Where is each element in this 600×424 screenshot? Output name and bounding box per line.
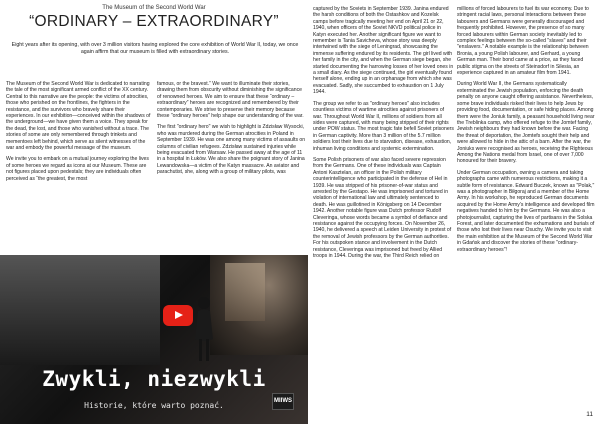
paragraph: The Museum of the Second World War is dedicated to narrating the tale of the most significant armed conflict of the XX century. Central to this narrative are the people: the victims of atrocities, those who perished on the frontlines, the fighters in the resistance, and the survivors who bravely share their experiences. In our exhibition—conceived within the shadows of the underground—we have given them a voice. They speak for the dead, the lost, and those who vanished without a trace. The stories of some are only remembered through trinkets and mementoes left behind, which serve as silent witnesses of the war and embody the powerful message of the museum. bbox=[6, 81, 151, 152]
paragraph: captured by the Soviets in September 1939. Janina endured the harsh conditions of both the Ostashkov and Kozelsk camps before tragically meeting her end on April 21 or 22, 1940, when officers of the Soviet NKVD political police in Katyn executed her. Another significant figure we want to remember is Tania Savicheva, whose story was deeply intertwined with the siege of Leningrad, showcasing the immense suffering endured by its residents. The girl lived with her family in the city, and when the German siege began, she started documenting the harrowing losses of her loved ones in a small diary. As the siege continued, the girl eventually found herself alone, ending up in an orphanage from which she was evacuated. Sadly, she succumbed to exhaustion on 1 July 1944. bbox=[313, 6, 454, 96]
column-4 bbox=[457, 6, 596, 258]
thumbnail-window bbox=[225, 263, 265, 321]
paragraph: Under German occupation, owning a camera and taking photographs came with numerous restrictions, making it a subtle form of resistance. Edward Buczek, known as "Polak," was a photographer in Biłgoraj and a member of the Home Army. In his workshop, he reproduced German documents acquired by the Home Army's intelligence and developed film negatives handed to him by the Germans. He was also a photojournalist, capturing the lives of partisans in the Solska Forest, and later documented the exhumations and burials of those who lost their lives near Osuchy. We invite you to visit the main exhibition at the Museum of the Second World War in Gdańsk and discover the stories of these "ordinary-extraordinary heroes"! bbox=[457, 169, 595, 253]
girl-silhouette-icon bbox=[190, 295, 218, 365]
section-kicker: The Museum of the Second World War bbox=[102, 5, 206, 11]
column-3 bbox=[313, 6, 454, 264]
page-number: 11 bbox=[586, 411, 593, 418]
article-title: “ORDINARY – EXTRAORDINARY” bbox=[29, 13, 279, 30]
column-1 bbox=[6, 81, 152, 187]
video-thumbnail[interactable] bbox=[0, 255, 308, 424]
play-button[interactable] bbox=[163, 305, 193, 326]
article-intro: Eight years after its opening, with over 3 million visitors having explored the core exhibition of World War II, today, we once again affirm that our museum is filled with extraordinary stories. bbox=[11, 42, 299, 55]
video-subtitle: Historie, które warto poznać. bbox=[84, 401, 224, 410]
paragraph: The first "ordinary hero" we wish to highlight is Zdzisław Wysocki, who was murdered during the German atrocities in Poland in September 1939. He was one among many victims of assaults on columns of civilian refugees. Zdzisław sustained injuries while being evacuated from Warsaw. He passed away at the age of 11 in a hospital in Łuków. We also share the poignant story of Janina Lewandowska—a victim of the Katyn massacre. An aviator and parachutist, she, along with a group of military pilots, was bbox=[157, 124, 306, 176]
paragraph: famous, or the bravest.” We want to illuminate their stories, drawing them from obscurity without diminishing the significance of renowned heroes. We aim to ensure that these “ordinary – extraordinary” heroes are recognized and remembered by their contemporaries. We strive to preserve their memory because these "ordinary heroes" help shape our understanding of the war. bbox=[157, 81, 304, 120]
paragraph: The group we refer to as "ordinary heroes" also includes countless victims of wartime atrocities against prisoners of war. Throughout World War II, millions of soldiers from all sides were captured, with many being stripped of their rights under POW status. The most tragic fate befell Soviet prisoners in German captivity. More than 3 million of the 5.7 million soldiers lost their lives due to starvation, disease, exhaustion, inhuman living conditions and systemic extermination. bbox=[313, 100, 454, 152]
thumbnail-background bbox=[0, 255, 160, 365]
column-2 bbox=[157, 81, 307, 181]
video-title: Zwykli, niezwykli bbox=[42, 367, 266, 391]
museum-logo: MIIWS bbox=[272, 393, 294, 410]
paragraph: During World War II, the Germans systematically exterminated the Jewish population, enforcing the death penalty on anyone caught offering assistance. Nevertheless, some brave individuals risked their lives to help Jews by providing food, documentation, or safe hiding places. Among them were the Joniuk family, a peasant household living near the Treblinka camp, who offered refuge to the Jomtef family, Jewish neighbours they had known before the war. Facing the threat of deportation, the Jomtefs sought their help and were allowed to hide in the attic of a barn. After the war, the Joniuks were recognised as heroes, receiving the Righteous Among the Nations medal from Israel, one of over 7,000 honoured for their bravery. bbox=[457, 81, 595, 165]
paragraph: Some Polish prisoners of war also faced severe repression from the Germans. One of these individuals was Captain Antoni Kasztelan, an officer in the Polish military counterintelligence who participated in the defense of Hel in 1939. He was stripped of his prisoner-of-war status and arrested by the Gestapo. He was imprisoned and tortured in violation of international law and ultimately sentenced to death. He was guillotined in Königsberg on 14 December 1942. Another notable figure was Dutch professor Rudolf Cleveringa, whose words became a symbol of defiance and resistance against the occupying forces. On November 26, 1940, he delivered a speech at Leiden University in protest of the removal of Jewish professors by the German authorities. For his outspoken stance and involvement in the Dutch resistance, Cleveringa was imprisoned but freed by Allied troops in 1944. During the war, the Third Reich relied on bbox=[313, 156, 452, 260]
paragraph: We invite you to embark on a mutual journey exploring the lives of some heroes we regard as icons at our Museum. These are not figures placed upon pedestals; they are individuals often perceived as “the greatest, the most bbox=[6, 156, 149, 182]
paragraph: millions of forced labourers to fuel its war economy. Due to stringent racial laws, personal interactions between these labourers and Germans were generally discouraged and frequently prohibited. However, the presence of so many forced labourers within German society inevitably led to complex feelings between the so-called "slaves" and their "enslavers." A notable example is the relationship between Bronia, a young Polish labourer, and Gerhard, a young German man. Their bond came at a price, as they faced public stigma on the streets of Steinsdorf in Silesia, an experience captured in an amateur film from 1941. bbox=[457, 6, 589, 77]
